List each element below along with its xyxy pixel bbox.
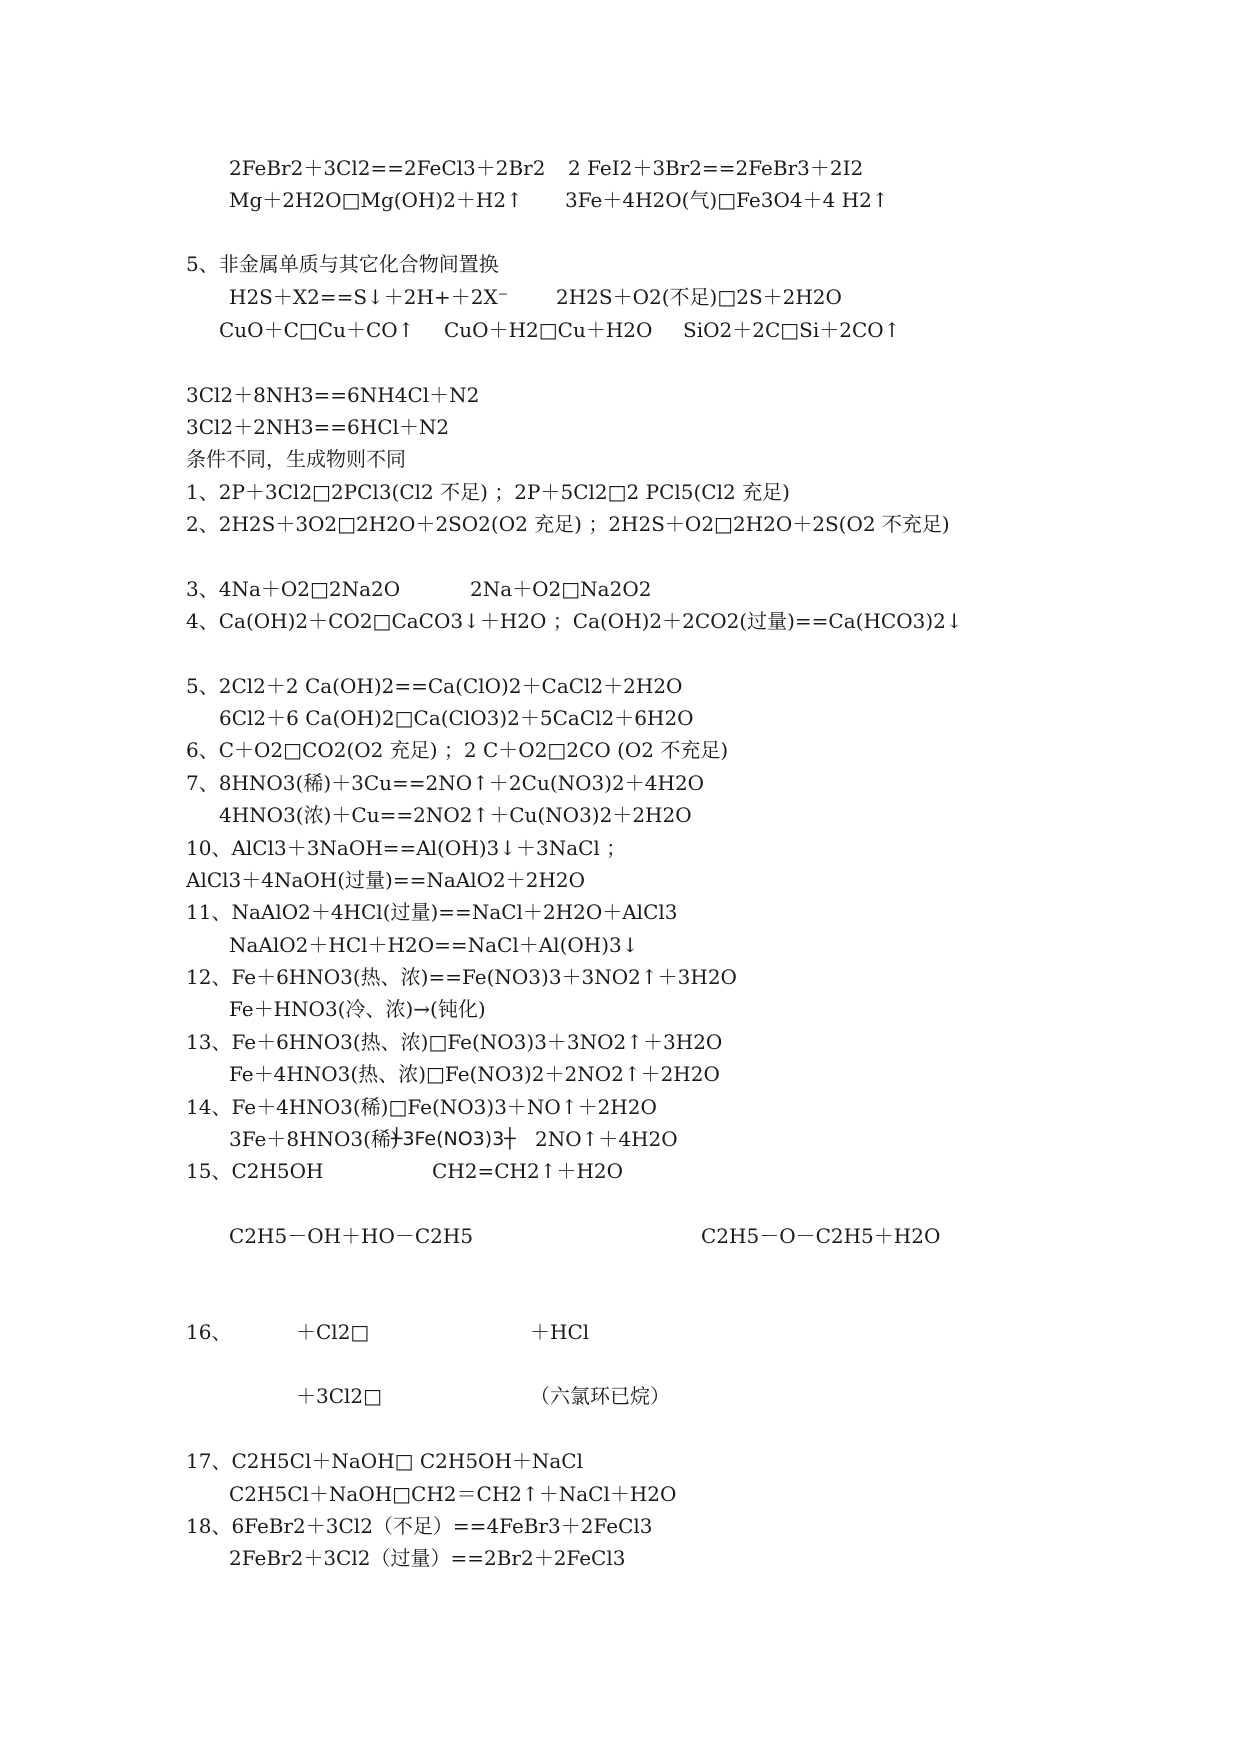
equation-line: CuO＋H2□Cu＋H2O [444,318,653,342]
equation-line: NaAlO2＋HCl＋H2O==NaCl＋Al(OH)3↓ [229,933,639,957]
equation-line: 2H2S＋O2(不足)□2S＋2H2O [556,285,842,309]
equation-line: 3Cl2＋2NH3==6HCl＋N2 [186,415,450,439]
section-heading: 条件不同，生成物则不同 [186,447,406,471]
equation-line: 14、Fe＋4HNO3(稀)□Fe(NO3)3＋NO↑＋2H2O [186,1095,657,1119]
section-heading: 5、非金属单质与其它化合物间置换 [186,252,499,276]
equation-line: Fe＋4HNO3(热、浓)□Fe(NO3)2＋2NO2↑＋2H2O [229,1062,720,1086]
equation-line: 2NO↑＋4H2O [535,1127,678,1151]
equation-line: 12、Fe＋6HNO3(热、浓)==Fe(NO3)3＋3NO2↑＋3H2O [186,965,737,989]
equation-line: C2H5－O－C2H5＋H2O [701,1224,941,1248]
equation-line: 4HNO3(浓)＋Cu==2NO2↑＋Cu(NO3)2＋2H2O [219,803,692,827]
equation-line: ＋3Cl2□ [296,1384,383,1408]
equation-line: SiO2＋2C□Si＋2CO↑ [683,318,901,342]
equation-line: 2FeBr2＋3Cl2==2FeCl3＋2Br2 [229,156,546,180]
equation-line: 1、2P＋3Cl2□2PCl3(Cl2 不足) ；2P＋5Cl2□2 PCl5(Cl2 充足) [186,480,790,504]
equation-line: ＋HCl [530,1320,590,1344]
equation-line: 16、 [186,1320,232,1344]
equation-line: 3、4Na＋O2□2Na2O [186,577,401,601]
equation-line: 3Cl2＋8NH3==6NH4Cl＋N2 [186,383,480,407]
equation-line: 11、NaAlO2＋4HCl(过量)==NaCl＋2H2O＋AlCl3 [186,900,678,924]
equation-line: AlCl3＋4NaOH(过量)==NaAlO2＋2H2O [186,868,586,892]
equation-line: CH2=CH2↑＋H2O [432,1159,624,1183]
equation-line: 5、2Cl2＋2 Ca(OH)2==Ca(ClO)2＋CaCl2＋2H2O [186,674,683,698]
equation-line: 2Na＋O2□Na2O2 [470,577,652,601]
equation-line: 2、2H2S＋3O2□2H2O＋2SO2(O2 充足) ；2H2S＋O2□2H2O＋2S(O2 不充足) [186,512,950,536]
equation-line: CuO＋C□Cu＋CO↑ [219,318,415,342]
equation-line: （六氯环已烷） [530,1384,670,1408]
equation-line: 17、C2H5Cl＋NaOH□ C2H5OH＋NaCl [186,1449,584,1473]
equation-line: 3Fe＋8HNO3(稀) [229,1127,399,1151]
equation-line: 13、Fe＋6HNO3(热、浓)□Fe(NO3)3＋3NO2↑＋3H2O [186,1030,723,1054]
equation-line: 15、C2H5OH [186,1159,324,1183]
equation-line: 2FeBr2＋3Cl2（过量）==2Br2＋2FeCl3 [229,1546,626,1570]
equation-line: Mg＋2H2O□Mg(OH)2＋H2↑ [229,188,523,212]
equation-line: 7、8HNO3(稀)＋3Cu==2NO↑＋2Cu(NO3)2＋4H2O [186,771,705,795]
equation-line: 3Fe＋4H2O(气)□Fe3O4＋4 H2↑ [565,188,889,212]
equation-line: 6Cl2＋6 Ca(OH)2□Ca(ClO3)2＋5CaCl2＋6H2O [219,706,694,730]
equation-line: 10、AlCl3＋3NaOH==Al(OH)3↓＋3NaCl ； [186,836,627,860]
equation-line: 18、6FeBr2＋3Cl2（不足）==4FeBr3＋2FeCl3 [186,1514,653,1538]
equation-line: H2S＋X2==S↓＋2H+＋2X⁻ [229,285,509,309]
equation-line-fragment: ┴3Fe(NO3)3┼ [391,1128,516,1150]
equation-line: 2 FeI2＋3Br2==2FeBr3＋2I2 [568,156,864,180]
equation-line: Fe＋HNO3(冷、浓)→(钝化) [229,997,486,1021]
equation-line: 4、Ca(OH)2＋CO2□CaCO3↓＋H2O ；Ca(OH)2＋2CO2(过量)==Ca(HCO3)2↓ [186,609,963,633]
equation-line: ＋Cl2□ [296,1320,370,1344]
equation-line: 6、C＋O2□CO2(O2 充足) ；2 C＋O2□2CO (O2 不充足) [186,738,729,762]
equation-line: C2H5－OH＋HO－C2H5 [229,1224,474,1248]
equation-line: C2H5Cl＋NaOH□CH2＝CH2↑＋NaCl＋H2O [229,1482,677,1506]
